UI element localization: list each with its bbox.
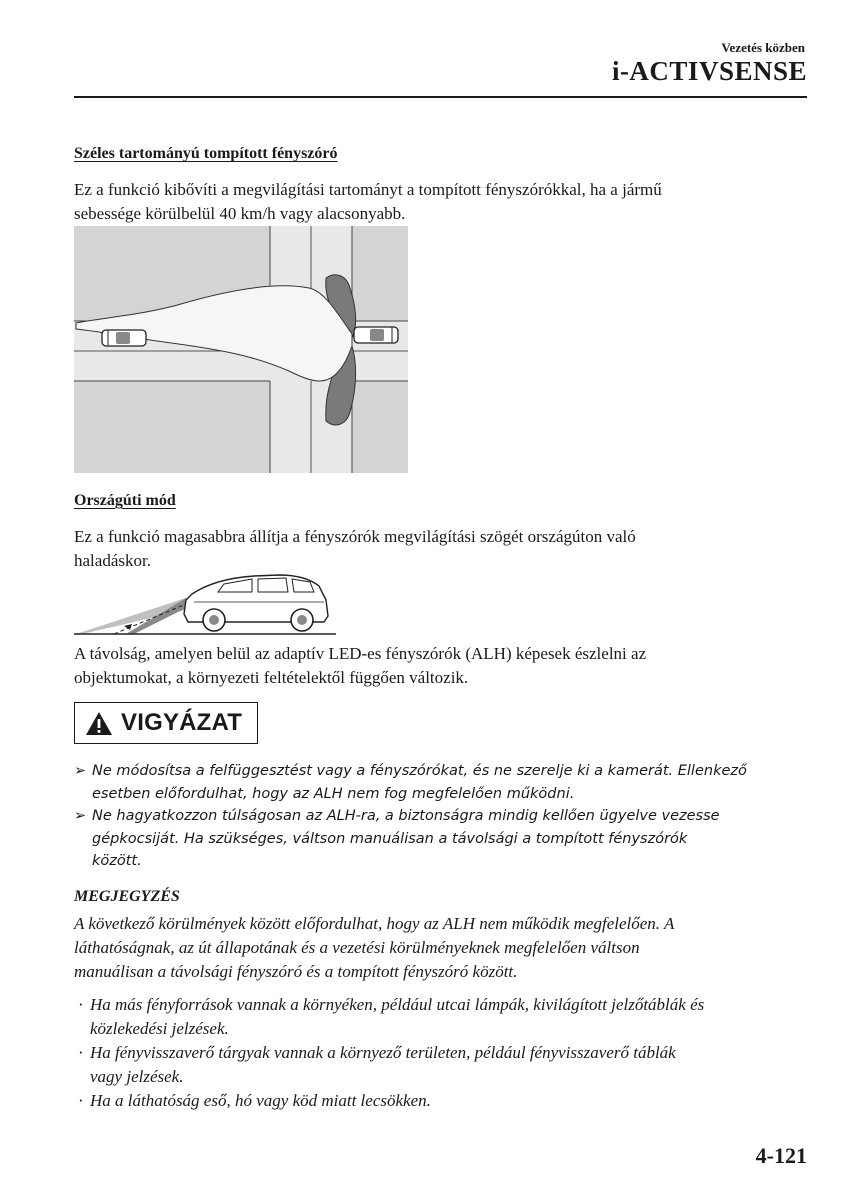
intersection-illustration <box>74 226 408 473</box>
section-heading-highway-mode: Országúti mód <box>74 492 176 509</box>
note-item-line: Ha fényvisszaverő tárgyak vannak a környező területen, például fényvisszaverő táblák <box>90 1043 676 1062</box>
warning-triangle-icon <box>85 711 113 736</box>
note-item-line: Ha más fényforrások vannak a környéken, például utcai lámpák, kivilágított jelzőtáblák és <box>90 995 705 1014</box>
warning-line: esetben előfordulhat, hogy az ALH nem fog megfelelően működni. <box>92 785 575 802</box>
paragraph-line: sebessége körülbelül 40 km/h vagy alacsonyabb. <box>74 204 406 223</box>
warning-line: Ne hagyatkozzon túlságosan az ALH-ra, a biztonságra mindig kellően ügyelve vezesse <box>92 808 720 824</box>
paragraph-line: A távolság, amelyen belül az adaptív LED-es fényszórók (ALH) képesek észlelni az <box>74 644 647 663</box>
warning-line: között. <box>92 853 142 869</box>
note-line: A következő körülmények között előfordulhat, hogy az ALH nem működik megfelelően. A <box>74 914 675 933</box>
warning-list <box>74 760 794 873</box>
note-list-item <box>74 993 804 1041</box>
page-number: 4-121 <box>755 1143 807 1168</box>
section-paragraph-highway-mode <box>74 525 794 573</box>
paragraph-line: Ez a funkció magasabbra állítja a fényszórók megvilágítási szögét országúton való <box>74 527 636 546</box>
dot-bullet-icon: · <box>78 1043 84 1062</box>
note-item-line: közlekedési jelzések. <box>90 1019 229 1038</box>
oncoming-car-icon <box>102 330 146 346</box>
beam-lower <box>76 598 194 634</box>
dot-bullet-icon: · <box>78 1091 84 1110</box>
warning-line: Ne módosítsa a felfüggesztést vagy a fényszórókat, és ne szerelje ki a kamerát. Ellenkező <box>92 763 747 779</box>
highway-mode-illustration <box>74 570 336 638</box>
note-item-line: Ha a láthatóság eső, hó vagy köd miatt lecsökken. <box>90 1091 431 1110</box>
paragraph-line: haladáskor. <box>74 551 151 570</box>
arrow-bullet-icon: ➢ <box>74 808 87 824</box>
warning-item <box>74 760 794 805</box>
warning-item <box>74 805 794 873</box>
note-list-item <box>74 1041 804 1089</box>
note-paragraph <box>74 912 794 984</box>
note-list <box>74 993 804 1113</box>
header-divider <box>74 96 807 98</box>
header-section-name: Vezetés közben <box>721 40 805 55</box>
note-heading: MEGJEGYZÉS <box>74 888 180 905</box>
warning-line: gépkocsiját. Ha szükséges, váltson manuálisan a távolsági a tompított fényszórók <box>92 830 688 847</box>
alh-detection-paragraph <box>74 642 794 690</box>
note-list-item <box>74 1089 804 1113</box>
dot-bullet-icon: · <box>78 995 84 1014</box>
note-item-line: vagy jelzések. <box>90 1067 184 1086</box>
note-line: láthatóságnak, az út állapotának és a vezetési körülményeknek megfelelően váltson <box>74 938 640 957</box>
header-title: i-ACTIVSENSE <box>611 56 807 86</box>
section-heading-wide-low-beam: Széles tartományú tompított fényszóró <box>74 145 338 162</box>
note-line: manuálisan a távolsági fényszóró és a tompított fényszóró között. <box>74 962 518 981</box>
section-paragraph-wide-low-beam <box>74 178 794 226</box>
suv-car-icon <box>184 575 328 631</box>
paragraph-line: Ez a funkció kibővíti a megvilágítási tartományt a tompított fényszórókkal, ha a jármű <box>74 180 662 199</box>
arrow-bullet-icon: ➢ <box>74 763 87 779</box>
own-car-icon <box>354 327 398 343</box>
paragraph-line: objektumokat, a környezeti feltételektől függően változik. <box>74 668 469 687</box>
warning-box <box>74 702 258 744</box>
warning-label: VIGYÁZAT <box>121 709 243 736</box>
